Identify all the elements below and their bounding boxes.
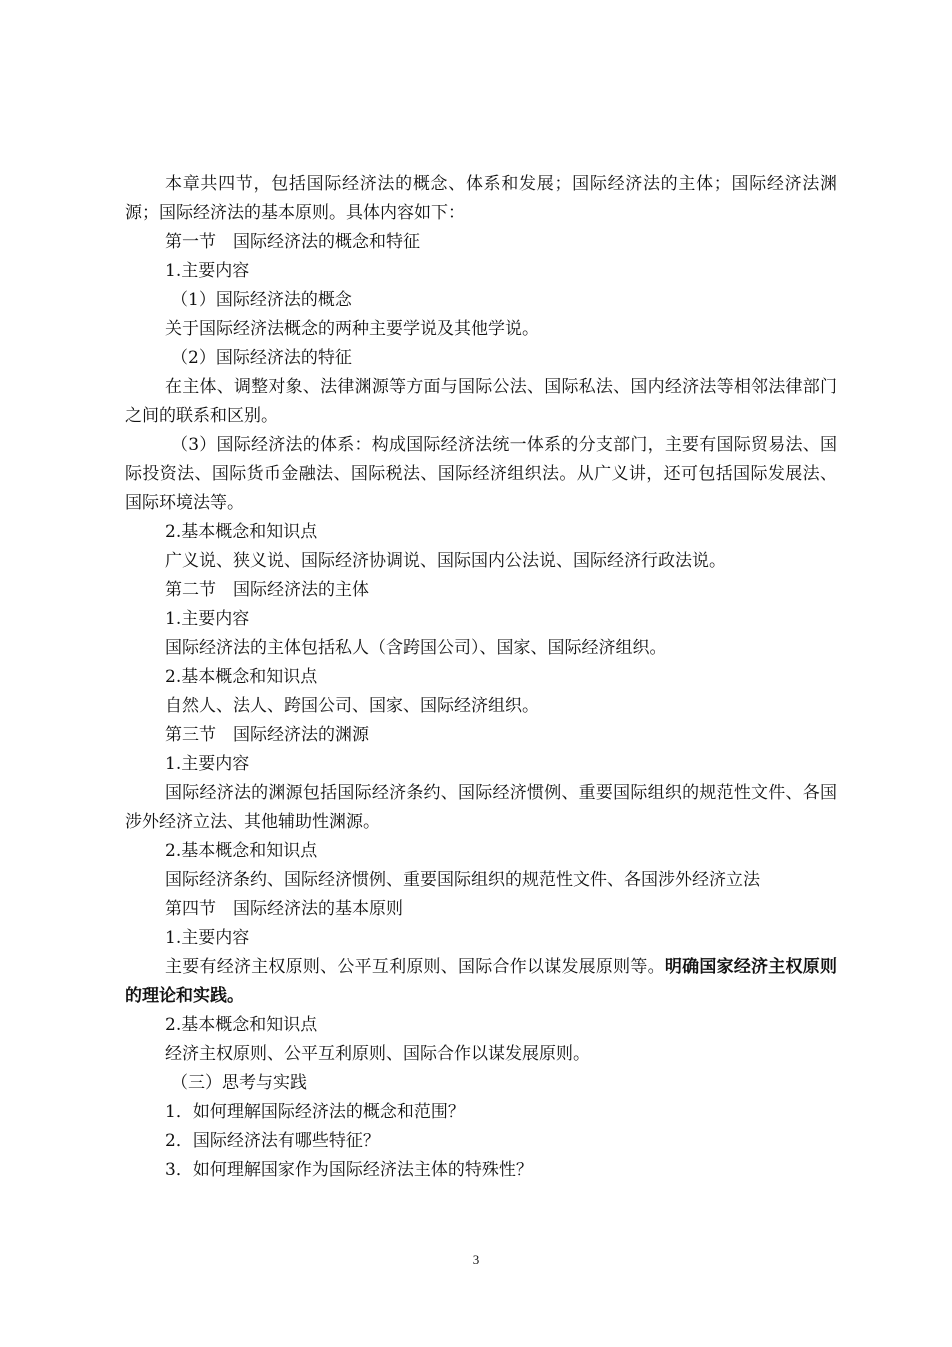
section-1-main-heading: 1.主要内容 [165, 261, 250, 281]
section-1-title: 第一节 国际经济法的概念和特征 [165, 232, 420, 252]
section-4-main-text: 主要有经济主权原则、公平互利原则、国际合作以谋发展原则等。 [165, 957, 665, 977]
section-2-concept-heading: 2.基本概念和知识点 [165, 667, 318, 687]
practice-question: 2．国际经济法有哪些特征？ [165, 1131, 380, 1151]
section-3-main-heading: 1.主要内容 [165, 754, 250, 774]
section-2-concept-text: 自然人、法人、跨国公司、国家、国际经济组织。 [165, 696, 539, 716]
section-2-title: 第二节 国际经济法的主体 [165, 580, 369, 600]
document-body [125, 170, 837, 1185]
section-3-concept-text: 国际经济条约、国际经济惯例、重要国际组织的规范性文件、各国涉外经济立法 [165, 870, 760, 890]
practice-heading: （三）思考与实践 [171, 1073, 307, 1093]
section-4-concept-text: 经济主权原则、公平互利原则、国际合作以谋发展原则。 [165, 1044, 590, 1064]
section-1-concept-text: 广义说、狭义说、国际经济协调说、国际国内公法说、国际经济行政法说。 [165, 551, 726, 571]
section-3-concept-heading: 2.基本概念和知识点 [165, 841, 318, 861]
section-4-concept-heading: 2.基本概念和知识点 [165, 1015, 318, 1035]
section-4-main-paragraph [125, 953, 837, 1011]
section-1-item-2-heading: （2）国际经济法的特征 [171, 348, 352, 368]
section-1-item-1-text: 关于国际经济法概念的两种主要学说及其他学说。 [165, 319, 539, 339]
section-4-main-heading: 1.主要内容 [165, 928, 250, 948]
practice-question: 1．如何理解国际经济法的概念和范围？ [165, 1102, 465, 1122]
section-4-title: 第四节 国际经济法的基本原则 [165, 899, 403, 919]
section-1-item-3-text: （3）国际经济法的体系：构成国际经济法统一体系的分支部门，主要有国际贸易法、国际投资法、国际货币金融法、国际税法、国际经济组织法。从广义讲，还可包括国际发展法、国际环境法等。 [125, 435, 837, 513]
section-1-concept-heading: 2.基本概念和知识点 [165, 522, 318, 542]
section-3-title: 第三节 国际经济法的渊源 [165, 725, 369, 745]
section-2-main-text: 国际经济法的主体包括私人（含跨国公司）、国家、国际经济组织。 [165, 638, 667, 658]
intro-paragraph: 本章共四节，包括国际经济法的概念、体系和发展；国际经济法的主体；国际经济法渊源；国际经济法的基本原则。具体内容如下： [125, 174, 837, 223]
practice-question: 3．如何理解国家作为国际经济法主体的特殊性？ [165, 1160, 533, 1180]
page-number: 3 [472, 1252, 480, 1267]
section-1-item-2-text: 在主体、调整对象、法律渊源等方面与国际公法、国际私法、国内经济法等相邻法律部门之间的联系和区别。 [125, 377, 837, 426]
section-1-item-1-heading: （1）国际经济法的概念 [171, 290, 352, 310]
section-3-main-text: 国际经济法的渊源包括国际经济条约、国际经济惯例、重要国际组织的规范性文件、各国涉外经济立法、其他辅助性渊源。 [125, 783, 837, 832]
section-4-main-text-bold: 明确国家经济主权原则的理论和实践。 [125, 957, 838, 1006]
section-2-main-heading: 1.主要内容 [165, 609, 250, 629]
